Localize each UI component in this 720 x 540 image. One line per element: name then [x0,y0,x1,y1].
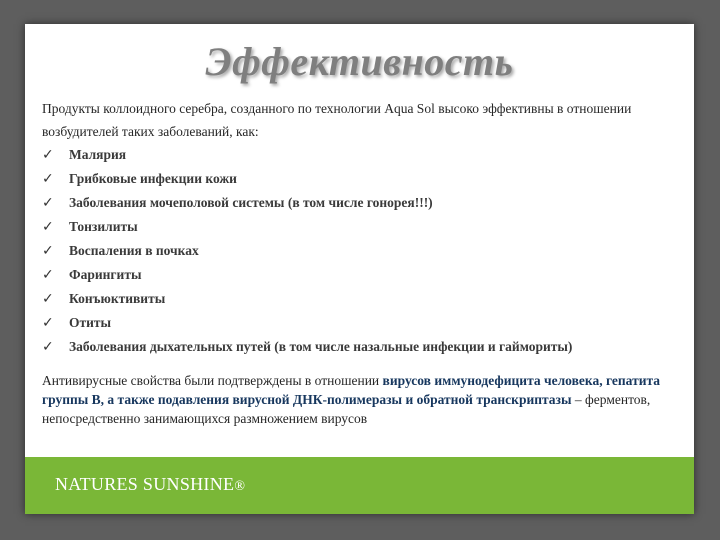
slide [25,24,694,514]
check-icon: ✓ [42,147,54,163]
antiviral-paragraph [42,371,682,428]
slide-body [42,97,682,428]
check-icon: ✓ [42,219,54,235]
slide-title: Эффективность [205,39,514,84]
check-icon: ✓ [42,267,54,283]
list-item-label: Заболевания мочеполовой системы (в том числе гонорея!!!) [69,195,433,210]
list-item [42,287,682,311]
list-item [42,311,682,335]
list-item-label: Воспаления в почках [69,243,199,258]
list-item-label: Малярия [69,147,127,162]
checklist [42,143,682,359]
list-item-label: Фарингиты [69,267,142,282]
check-icon: ✓ [42,291,54,307]
list-item [42,239,682,263]
list-item [42,167,682,191]
check-icon: ✓ [42,339,54,355]
check-icon: ✓ [42,171,54,187]
list-item-label: Конъюктивиты [69,291,166,306]
list-item [42,263,682,287]
check-icon: ✓ [42,243,54,259]
check-icon: ✓ [42,315,54,331]
list-item [42,143,682,167]
check-icon: ✓ [42,195,54,211]
list-item-label: Грибковые инфекции кожи [69,171,237,186]
list-item [42,335,682,359]
brand-logo [55,474,245,495]
brand-name: NATURES SUNSHINE [55,474,235,494]
footer-bar [25,457,694,514]
list-item-label: Тонзилиты [69,219,138,234]
list-item-label: Заболевания дыхательных путей (в том числе назальные инфекции и гаймориты) [69,339,573,354]
list-item-label: Отиты [69,315,112,330]
registered-mark-icon: ® [234,479,246,494]
antiviral-text-start: Антивирусные свойства были подтверждены в отношении [42,373,383,388]
antiviral-highlight: вирусов иммунодефицита человека, гепатита группы В, а также подавления вирусной ДНК-полимеразы и обратной транскриптазы [42,373,661,407]
antiviral-text-end: – ферментов, непосредственно занимающихся размножением вирусов [42,392,651,426]
list-item [42,191,682,215]
list-item [42,215,682,239]
intro-text: Продукты коллоидного серебра, созданного по технологии Aqua Sol высоко эффективны в отношении возбудителей таких заболеваний, как: [42,101,632,139]
